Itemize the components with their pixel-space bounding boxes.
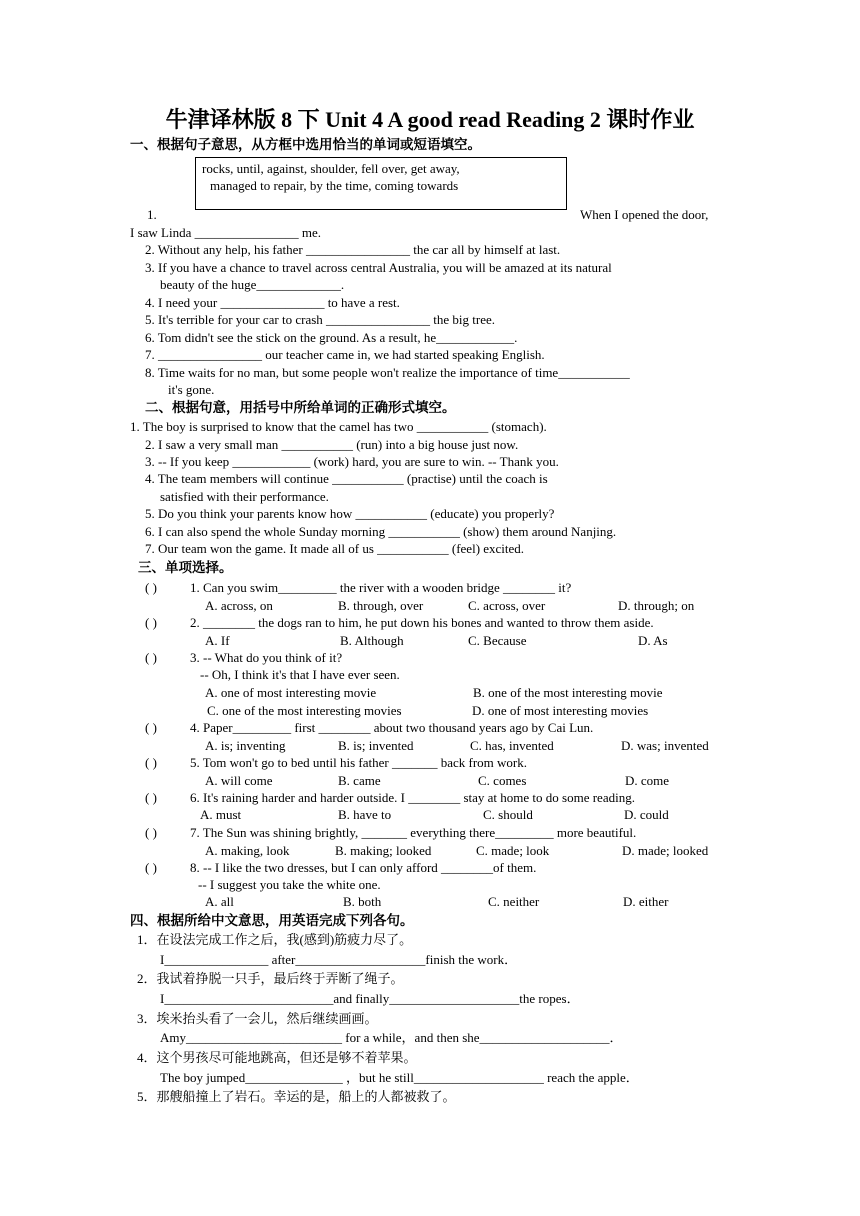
s3-q6: 6. It's raining harder and harder outside. I ________ stay at home to do some reading. (190, 790, 635, 805)
s4-q1-chinese: 1．在设法完成工作之后，我(感到)筋疲力尽了。 (137, 932, 413, 947)
s3-q4: 4. Paper_________ first ________ about two thousand years ago by Cai Lun. (190, 720, 594, 735)
s3-q3-option-c: C. one of the most interesting movies (207, 703, 402, 718)
s4-q2-chinese: 2．我试着挣脱一只手，最后终于弄断了绳子。 (137, 971, 404, 986)
s1-q1-part-b: I saw Linda ________________ me. (130, 225, 322, 240)
page-title: 牛津译林版 8 下 Unit 4 A good read Reading 2 课时作业 (165, 107, 695, 132)
s1-q6: 6. Tom didn't see the stick on the ground. As a result, he____________. (145, 330, 518, 345)
s4-q4-chinese: 4．这个男孩尽可能地跳高，但还是够不着苹果。 (137, 1050, 417, 1065)
section-1-heading: 一、根据句子意思，从方框中选用恰当的单词或短语填空。 (130, 137, 481, 152)
s3-q2-option-b: B. Although (340, 633, 404, 648)
s2-q1: 1. The boy is surprised to know that the camel has two ___________ (stomach). (130, 419, 547, 434)
s3-q7-option-d: D. made; looked (622, 843, 709, 858)
s1-q2: 2. Without any help, his father ________________ the car all by himself at last. (145, 242, 561, 257)
s4-q3-english: Amy________________________ for a while，and then she____________________． (160, 1030, 623, 1045)
s3-q8-a: 8. -- I like the two dresses, but I can only afford ________of them. (190, 860, 537, 875)
s3-q3-paren: ( ) (145, 650, 157, 665)
s4-q4-english: The boy jumped_______________ ，but he still____________________ reach the apple． (160, 1070, 639, 1085)
section-4-heading: 四、根据所给中文意思，用英语完成下列各句。 (130, 913, 414, 928)
s3-q8-option-a: A. all (205, 894, 234, 909)
s2-q4-b: satisfied with their performance. (160, 489, 329, 504)
s1-q1-number: 1. (147, 207, 157, 222)
s1-q1-part-a: When I opened the door, (580, 207, 709, 222)
s3-q8-paren: ( ) (145, 860, 157, 875)
s3-q3-b: -- Oh, I think it's that I have ever seen. (200, 667, 400, 682)
s3-q6-option-d: D. could (624, 807, 669, 822)
s3-q8-option-c: C. neither (488, 894, 540, 909)
word-box (195, 157, 567, 210)
s3-q3-option-a: A. one of most interesting movie (205, 685, 377, 700)
s3-q1-option-d: D. through; on (618, 598, 695, 613)
s3-q7-option-a: A. making, look (205, 843, 290, 858)
s1-q8-a: 8. Time waits for no man, but some people won't realize the importance of time___________ (145, 365, 630, 380)
s3-q8-option-b: B. both (343, 894, 382, 909)
s3-q3-a: 3. -- What do you think of it? (190, 650, 343, 665)
s3-q1-option-a: A. across, on (205, 598, 273, 613)
word-box-line-1: rocks, until, against, shoulder, fell over, get away, (202, 161, 460, 176)
s3-q4-option-c: C. has, invented (470, 738, 554, 753)
s2-q5: 5. Do you think your parents know how ___________ (educate) you properly? (145, 506, 555, 521)
s3-q4-paren: ( ) (145, 720, 157, 735)
s1-q4: 4. I need your ________________ to have a rest. (145, 295, 400, 310)
s2-q4-a: 4. The team members will continue ___________ (practise) until the coach is (145, 471, 548, 486)
s3-q5-option-b: B. came (338, 773, 381, 788)
s3-q1: 1. Can you swim_________ the river with a wooden bridge ________ it? (190, 580, 572, 595)
s3-q1-paren: ( ) (145, 580, 157, 595)
s3-q5: 5. Tom won't go to bed until his father _______ back from work. (190, 755, 527, 770)
s3-q5-paren: ( ) (145, 755, 157, 770)
section-2-heading: 二、根据句意，用括号中所给单词的正确形式填空。 (145, 400, 456, 415)
s3-q2-option-a: A. If (205, 633, 230, 648)
s3-q6-option-b: B. have to (338, 807, 392, 822)
s4-q3-chinese: 3．埃米抬头看了一会儿，然后继续画画。 (137, 1011, 378, 1026)
s3-q8-b: -- I suggest you take the white one. (198, 877, 381, 892)
s4-q1-english: I________________ after____________________finish the work． (160, 952, 518, 967)
s3-q5-option-a: A. will come (205, 773, 273, 788)
s3-q4-option-b: B. is; invented (338, 738, 414, 753)
s1-q3-a: 3. If you have a chance to travel across central Australia, you will be amazed at its natural (145, 260, 612, 275)
s3-q4-option-d: D. was; invented (621, 738, 709, 753)
s3-q7: 7. The Sun was shining brightly, _______ everything there_________ more beautiful. (190, 825, 637, 840)
s3-q6-paren: ( ) (145, 790, 157, 805)
s2-q3: 3. -- If you keep ____________ (work) hard, you are sure to win. -- Thank you. (145, 454, 559, 469)
s1-q7: 7. ________________ our teacher came in, we had started speaking English. (145, 347, 545, 362)
section-3-heading: 三、单项选择。 (138, 560, 233, 575)
s2-q2: 2. I saw a very small man ___________ (run) into a big house just now. (145, 437, 519, 452)
s3-q5-option-d: D. come (625, 773, 670, 788)
s3-q7-paren: ( ) (145, 825, 157, 840)
s3-q2: 2. ________ the dogs ran to him, he put down his bones and wanted to throw them aside. (190, 615, 654, 630)
s1-q5: 5. It's terrible for your car to crash ________________ the big tree. (145, 312, 495, 327)
s3-q4-option-a: A. is; inventing (205, 738, 286, 753)
s3-q7-option-c: C. made; look (476, 843, 550, 858)
s3-q2-option-c: C. Because (468, 633, 527, 648)
s3-q8-option-d: D. either (623, 894, 669, 909)
s3-q2-paren: ( ) (145, 615, 157, 630)
s3-q5-option-c: C. comes (478, 773, 527, 788)
s3-q7-option-b: B. making; looked (335, 843, 432, 858)
s3-q3-option-d: D. one of most interesting movies (472, 703, 649, 718)
s2-q6: 6. I can also spend the whole Sunday morning ___________ (show) them around Nanjing. (145, 524, 617, 539)
s3-q3-option-b: B. one of the most interesting movie (473, 685, 663, 700)
s3-q6-option-a: A. must (200, 807, 242, 822)
s3-q1-option-b: B. through, over (338, 598, 424, 613)
s3-q6-option-c: C. should (483, 807, 533, 822)
s1-q8-b: it's gone. (168, 382, 215, 397)
s3-q2-option-d: D. As (638, 633, 668, 648)
s2-q7: 7. Our team won the game. It made all of us ___________ (feel) excited. (145, 541, 525, 556)
s1-q3-b: beauty of the huge_____________. (160, 277, 345, 292)
s4-q2-english: I__________________________and finally____________________the ropes． (160, 991, 580, 1006)
s3-q1-option-c: C. across, over (468, 598, 546, 613)
s4-q5-chinese: 5．那艘船撞上了岩石。幸运的是，船上的人都被救了。 (137, 1089, 456, 1104)
word-box-line-2: managed to repair, by the time, coming towards (210, 178, 459, 193)
